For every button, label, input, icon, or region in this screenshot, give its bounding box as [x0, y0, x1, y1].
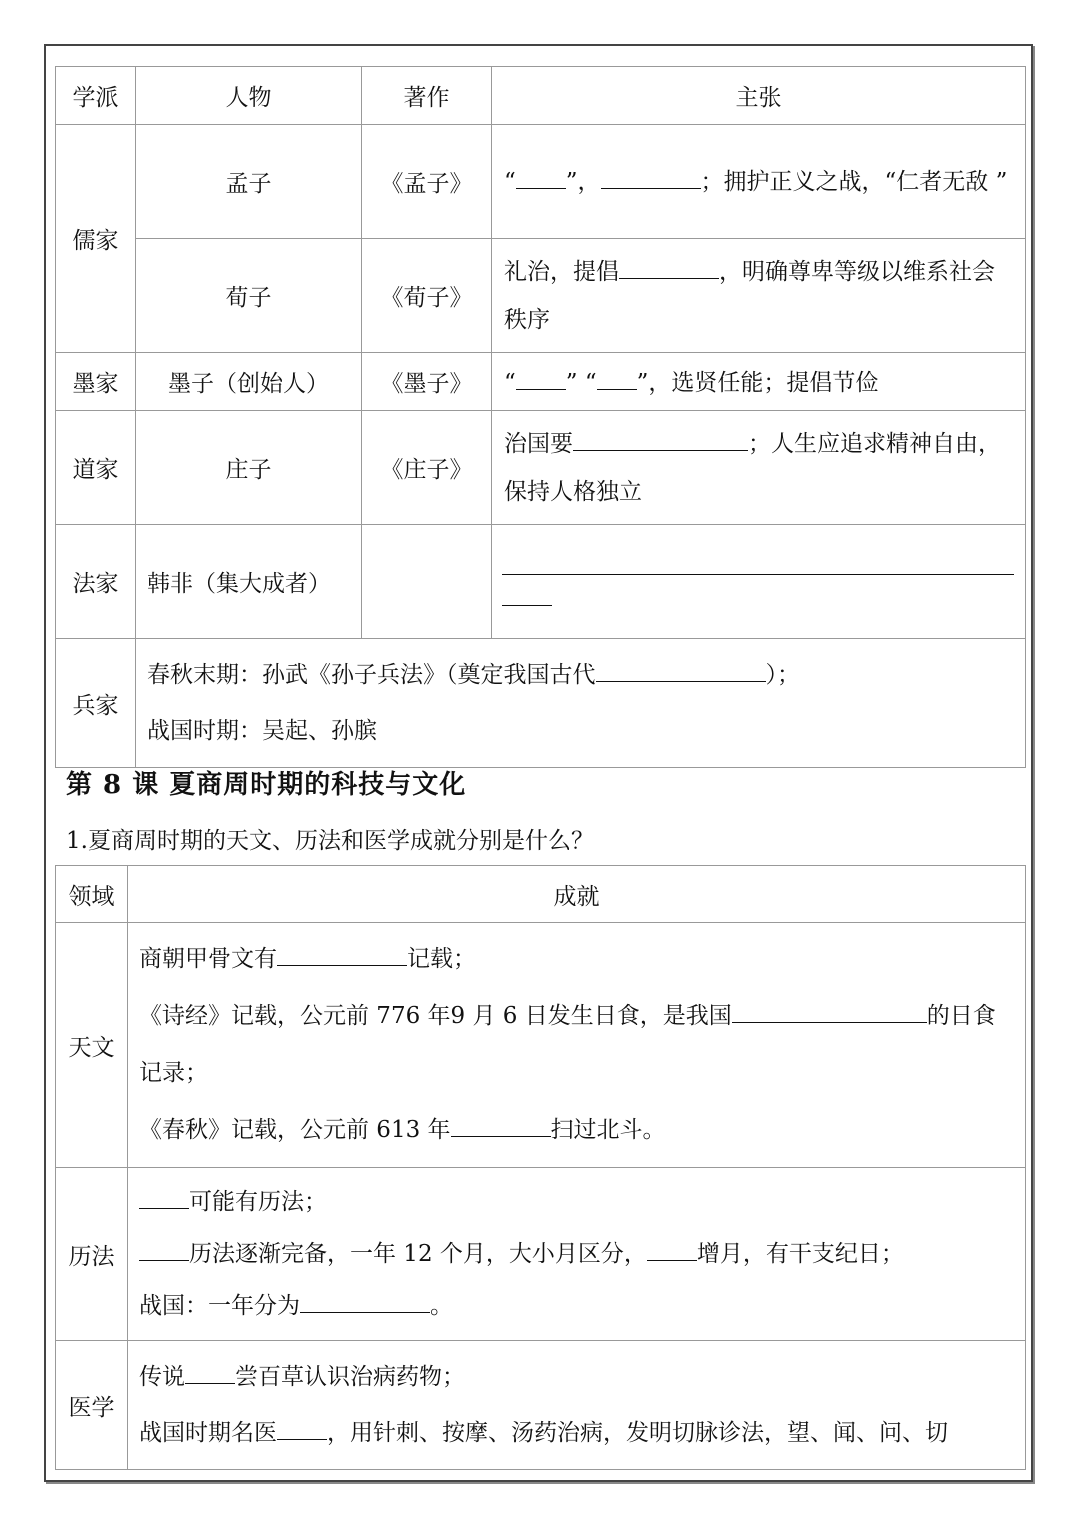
fill-blank[interactable] [573, 424, 748, 451]
view-zhuangzi: 治国要 ；人生应追求精神自由，保持人格独立 [492, 411, 1026, 525]
header-field: 领域 [56, 866, 128, 923]
fill-blank[interactable] [619, 252, 719, 279]
field-lifa: 历法 [56, 1168, 128, 1341]
fill-blank[interactable] [300, 1286, 430, 1313]
field-yixue: 医学 [56, 1341, 128, 1470]
view-bingjia: 春秋末期：孙武《孙子兵法》（奠定我国古代 ）； 战国时期：吴起、孙膑 [136, 639, 1026, 768]
table-header-row [56, 67, 1026, 125]
achievement-tianwen: 商朝甲骨文有 记载； 《诗经》记载，公元前 776 年9 月 6 日发生日食，是我国 的日食记录； 《春秋》记载，公元前 613 年 扫过北斗。 [128, 923, 1026, 1168]
field-tianwen: 天文 [56, 923, 128, 1168]
work-mengzi: 《孟子》 [362, 125, 492, 239]
person-mengzi: 孟子 [136, 125, 362, 239]
school-daojia: 道家 [56, 411, 136, 525]
fill-blank[interactable] [139, 1234, 189, 1261]
fill-blank[interactable] [732, 996, 927, 1023]
school-bingjia: 兵家 [56, 639, 136, 768]
schools-table [55, 66, 1026, 768]
table-row [56, 639, 1026, 768]
fill-blank[interactable] [516, 162, 566, 189]
fill-blank[interactable] [277, 939, 407, 966]
person-mozi: 墨子（创始人） [136, 353, 362, 411]
table-row [56, 1341, 1026, 1470]
table-header-row [56, 866, 1026, 923]
fill-blank[interactable] [451, 1110, 551, 1137]
achievements-table [55, 865, 1026, 1470]
table-row [56, 1168, 1026, 1341]
person-hanfei: 韩非（集大成者） [136, 525, 362, 639]
work-mozi: 《墨子》 [362, 353, 492, 411]
table-row [56, 125, 1026, 239]
header-view: 主张 [492, 67, 1026, 125]
question-text: 1.夏商周时期的天文、历法和医学成就分别是什么？ [66, 828, 594, 854]
fill-blank[interactable] [502, 574, 1014, 575]
fill-blank[interactable] [597, 363, 637, 390]
fill-blank[interactable] [601, 162, 701, 189]
work-zhuangzi: 《庄子》 [362, 411, 492, 525]
person-zhuangzi: 庄子 [136, 411, 362, 525]
header-school: 学派 [56, 67, 136, 125]
fill-blank[interactable] [502, 605, 552, 606]
work-xunzi: 《荀子》 [362, 239, 492, 353]
table-row [56, 525, 1026, 639]
school-rujia: 儒家 [56, 125, 136, 353]
achievement-lifa: 可能有历法； 历法逐渐完备，一年 12 个月，大小月区分， 增月，有干支纪日； 战国：一年分为 。 [128, 1168, 1026, 1341]
table-row [56, 411, 1026, 525]
table-row [56, 353, 1026, 411]
fill-blank[interactable] [139, 1182, 189, 1209]
header-work: 著作 [362, 67, 492, 125]
header-person: 人物 [136, 67, 362, 125]
fill-blank[interactable] [596, 655, 766, 682]
fill-blank[interactable] [185, 1357, 235, 1384]
fill-blank[interactable] [647, 1234, 697, 1261]
view-xunzi: 礼治，提倡 ，明确尊卑等级以维系社会秩序 [492, 239, 1026, 353]
achievement-yixue: 传说 尝百草认识治病药物； 战国时期名医 ，用针刺、按摩、汤药治病，发明切脉诊法，望、闻、问、切 [128, 1341, 1026, 1470]
table-row [56, 923, 1026, 1168]
view-mozi: “ ” “ ”，选贤任能；提倡节俭 [492, 353, 1026, 411]
view-hanfei [492, 525, 1026, 639]
fill-blank[interactable] [516, 363, 566, 390]
school-mojia: 墨家 [56, 353, 136, 411]
lesson-title: 第 8 课 夏商周时期的科技与文化 [66, 770, 467, 800]
view-mengzi: “ ”， ；拥护正义之战，“仁者无敌 ” [492, 125, 1026, 239]
school-fajia: 法家 [56, 525, 136, 639]
work-hanfei [362, 525, 492, 639]
table-row [56, 239, 1026, 353]
fill-blank[interactable] [277, 1413, 327, 1440]
person-xunzi: 荀子 [136, 239, 362, 353]
header-achievement: 成就 [128, 866, 1026, 923]
